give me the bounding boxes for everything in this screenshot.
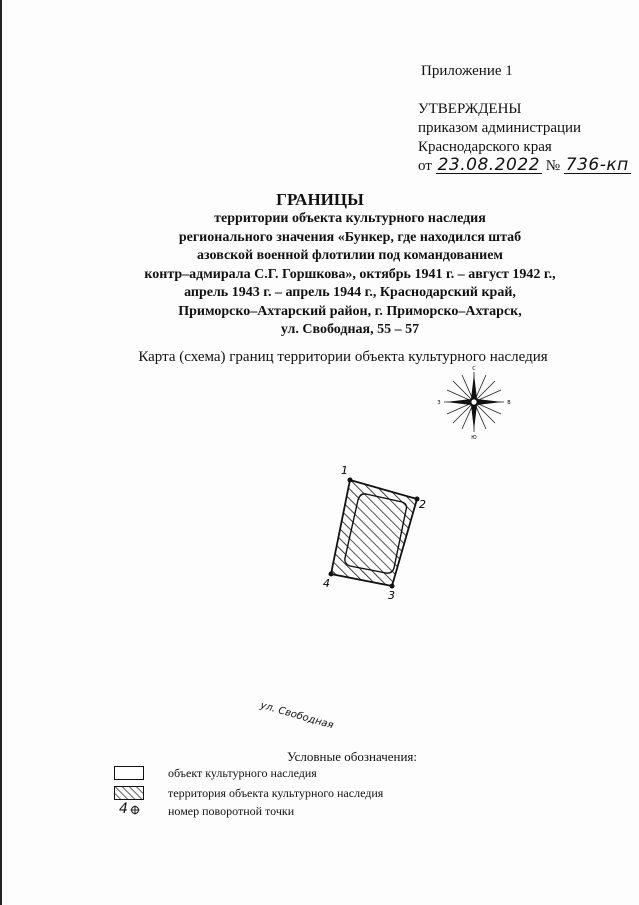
date-prefix: от (418, 158, 432, 174)
legend-point-number: 4 (119, 801, 129, 817)
compass-rose-icon (436, 364, 512, 440)
point-label-2: 2 (419, 498, 426, 511)
document-subtitle (60, 210, 639, 340)
street-label: ул. Свободная (258, 700, 335, 732)
legend-label: объект культурного наследия (168, 766, 317, 780)
order-number: 736-кп (565, 155, 629, 175)
compass-west: З (437, 400, 441, 406)
subtitle-line: контр–адмирала С.Г. Горшкова», октябрь 1941 г. – август 1942 г., (144, 266, 556, 282)
approval-block (418, 100, 631, 176)
point-label-4: 4 (323, 577, 330, 590)
map-caption: Карта (схема) границ территории объекта культурного наследия (138, 349, 548, 365)
legend-title: Условные обозначения: (287, 749, 418, 764)
crosshair-point-icon (130, 805, 140, 815)
subtitle-line: азовской военной флотилии под командованием (197, 248, 503, 263)
legend-point-symbol (114, 801, 144, 818)
compass-south: Ю (471, 435, 477, 440)
approved-region: Краснодарского края (418, 139, 552, 155)
appendix-label: Приложение 1 (421, 63, 513, 79)
point-label-1: 1 (341, 464, 348, 477)
boundary-point-marker (390, 584, 395, 589)
compass-east: В (507, 400, 511, 406)
subtitle-line: Приморско–Ахтарский район, г. Приморско–Ахтарск, (178, 303, 522, 319)
page-left-edge (0, 0, 2, 905)
legend-label: территория объекта культурного наследия (168, 786, 384, 800)
boundary-map (310, 460, 450, 610)
subtitle-line: регионального значения «Бункер, где находился штаб (178, 229, 522, 245)
legend-label: номер поворотной точки (168, 804, 295, 818)
legend-empty-rect-icon (114, 766, 144, 780)
subtitle-line: территории объекта культурного наследия (214, 211, 486, 226)
legend-hatched-rect-icon (114, 786, 144, 800)
date-value: 23.08.2022 (437, 155, 540, 175)
boundary-point-marker (329, 572, 334, 577)
point-label-3: 3 (388, 589, 395, 602)
number-sign: № (545, 158, 561, 174)
approved-by-order: приказом администрации (418, 120, 582, 136)
subtitle-line: апрель 1943 г. – апрель 1944 г., Краснодарский край, (184, 285, 516, 300)
approval-date-line (418, 157, 631, 176)
approved-heading: УТВЕРЖДЕНЫ (418, 101, 522, 117)
document-title: ГРАНИЦЫ (276, 190, 364, 209)
boundary-point-marker (348, 478, 353, 483)
compass-north: С (472, 366, 476, 372)
subtitle-line: ул. Свободная, 55 – 57 (280, 322, 420, 337)
